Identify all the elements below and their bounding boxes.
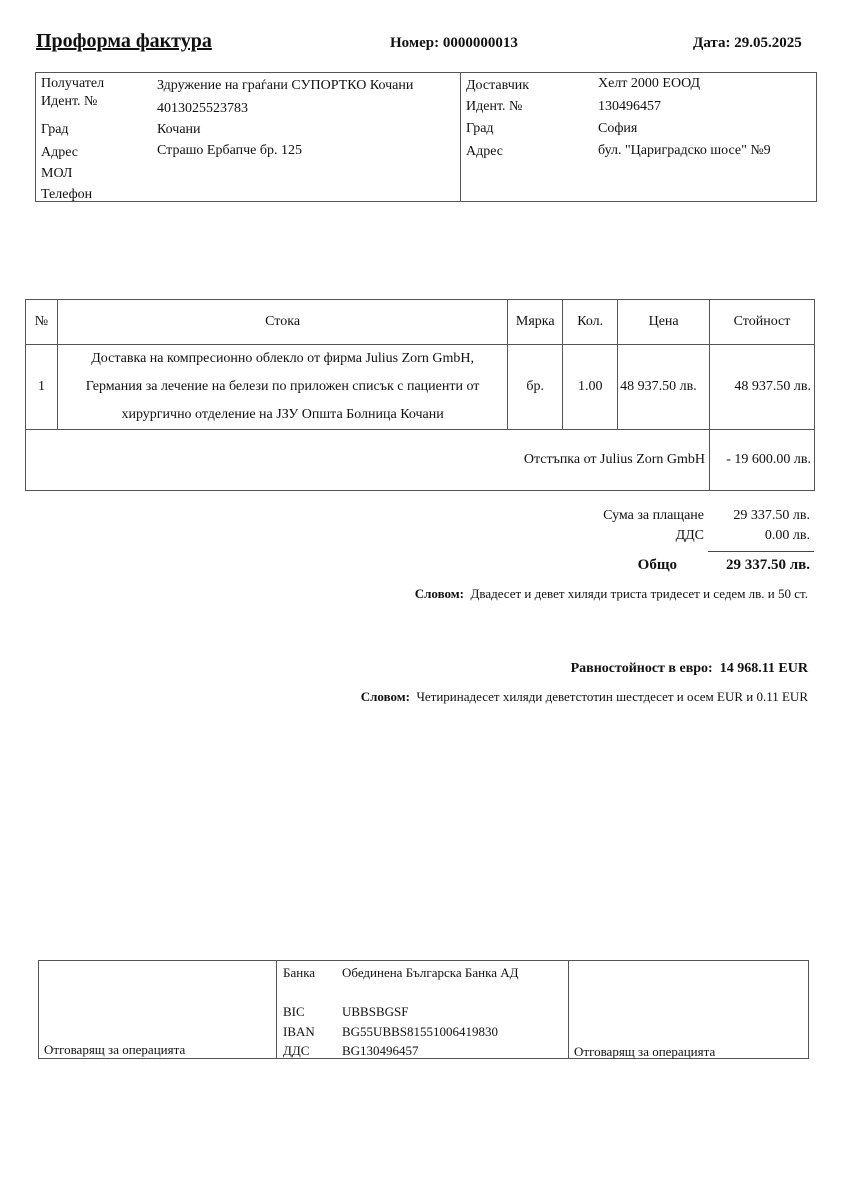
supplier-label: Доставчик (466, 78, 530, 93)
page-title: Проформа фактура (36, 30, 212, 52)
recipient-phone-label: Телефон (41, 187, 93, 202)
supplier-city: София (598, 121, 638, 136)
bic-label: BIC (283, 1004, 305, 1019)
parties-divider (460, 72, 461, 202)
euro-in-words (361, 689, 808, 705)
recipient-id: 4013025523783 (157, 101, 248, 116)
recipient-city: Кочани (157, 122, 201, 137)
totals-divider (708, 551, 814, 552)
words-label: Словом: (414, 586, 464, 601)
footer-divider-left (276, 960, 277, 1059)
col-header-goods: Стока (57, 300, 507, 345)
footer-divider-right (568, 960, 569, 1059)
recipient-city-label: Град (41, 122, 69, 137)
supplier-name: Хелт 2000 ЕООД (598, 76, 701, 91)
col-header-value: Стойност (710, 300, 815, 345)
discount-value: - 19 600.00 лв. (710, 430, 815, 491)
supplier-address-label: Адрес (466, 144, 504, 159)
row-qty: 1.00 (563, 345, 618, 430)
invoice-date: Дата: 29.05.2025 (693, 35, 802, 51)
supplier-city-label: Град (466, 121, 494, 136)
row-no: 1 (26, 345, 58, 430)
items-header-row (26, 300, 815, 345)
col-header-price: Цена (618, 300, 710, 345)
table-row (26, 345, 815, 430)
amount-in-words (415, 586, 808, 602)
words-text: Двадесет и девет хиляди триста тридесет и седем лв. и 50 ст. (470, 586, 808, 601)
iban-label: IBAN (283, 1024, 315, 1039)
bank-label: Банка (283, 965, 316, 980)
recipient-address: Страшо Ербапче бр. 125 (157, 143, 303, 158)
discount-label: Отстъпка от Julius Zorn GmbH (26, 430, 710, 491)
invoice-number: Номер: 0000000013 (390, 35, 518, 51)
vat-label: ДДС (675, 528, 704, 543)
supplier-address: бул. "Цариградско шосе" №9 (598, 143, 771, 158)
row-unit: бр. (508, 345, 563, 430)
recipient-id-label: Идент. № (41, 94, 98, 109)
col-header-qty: Кол. (563, 300, 618, 345)
footer-vat-label: ДДС (283, 1043, 310, 1058)
euro-value: 14 968.11 EUR (719, 661, 808, 676)
description-line: хирургично отделение на ЈЗУ Општа Болница Кочани (121, 407, 444, 422)
iban-value: BG55UBBS81551006419830 (342, 1024, 499, 1039)
left-responsible: Отговарящ за операцията (44, 1042, 186, 1057)
discount-row (26, 430, 815, 491)
bank-name: Обединена Българска Банка АД (342, 965, 519, 980)
row-description (57, 345, 507, 430)
right-responsible: Отговарящ за операцията (574, 1044, 716, 1059)
payable-value: 29 337.50 лв. (733, 508, 810, 523)
euro-equivalent (571, 661, 808, 677)
recipient-name: Здружение на граѓани СУПОРТКО Кочани (157, 78, 414, 93)
footer-vat-value: BG130496457 (342, 1043, 419, 1058)
vat-value: 0.00 лв. (764, 528, 810, 543)
row-value: 48 937.50 лв. (710, 345, 815, 430)
bic-value: UBBSBGSF (342, 1004, 409, 1019)
supplier-id-label: Идент. № (466, 99, 523, 114)
row-price: 48 937.50 лв. (618, 345, 710, 430)
supplier-id: 130496457 (598, 99, 661, 114)
recipient-label: Получател (41, 76, 105, 91)
euro-words-label: Словом: (360, 689, 410, 704)
euro-words-text: Четиринадесет хиляди деветстотин шестдесет и осем EUR и 0.11 EUR (416, 689, 808, 704)
total-label: Общо (637, 557, 677, 573)
description-line: Доставка на компресионно облекло от фирма Julius Zorn GmbH, (91, 351, 474, 366)
euro-label: Равностойност в евро: (570, 661, 713, 676)
items-table (25, 299, 815, 491)
col-header-unit: Мярка (508, 300, 563, 345)
recipient-mol-label: МОЛ (41, 166, 73, 181)
total-value: 29 337.50 лв. (725, 557, 810, 573)
payable-label: Сума за плащане (603, 508, 704, 523)
description-line: Германия за лечение на белези по приложен списък с пациенти от (85, 379, 480, 394)
recipient-address-label: Адрес (41, 145, 79, 160)
col-header-no: № (26, 300, 58, 345)
